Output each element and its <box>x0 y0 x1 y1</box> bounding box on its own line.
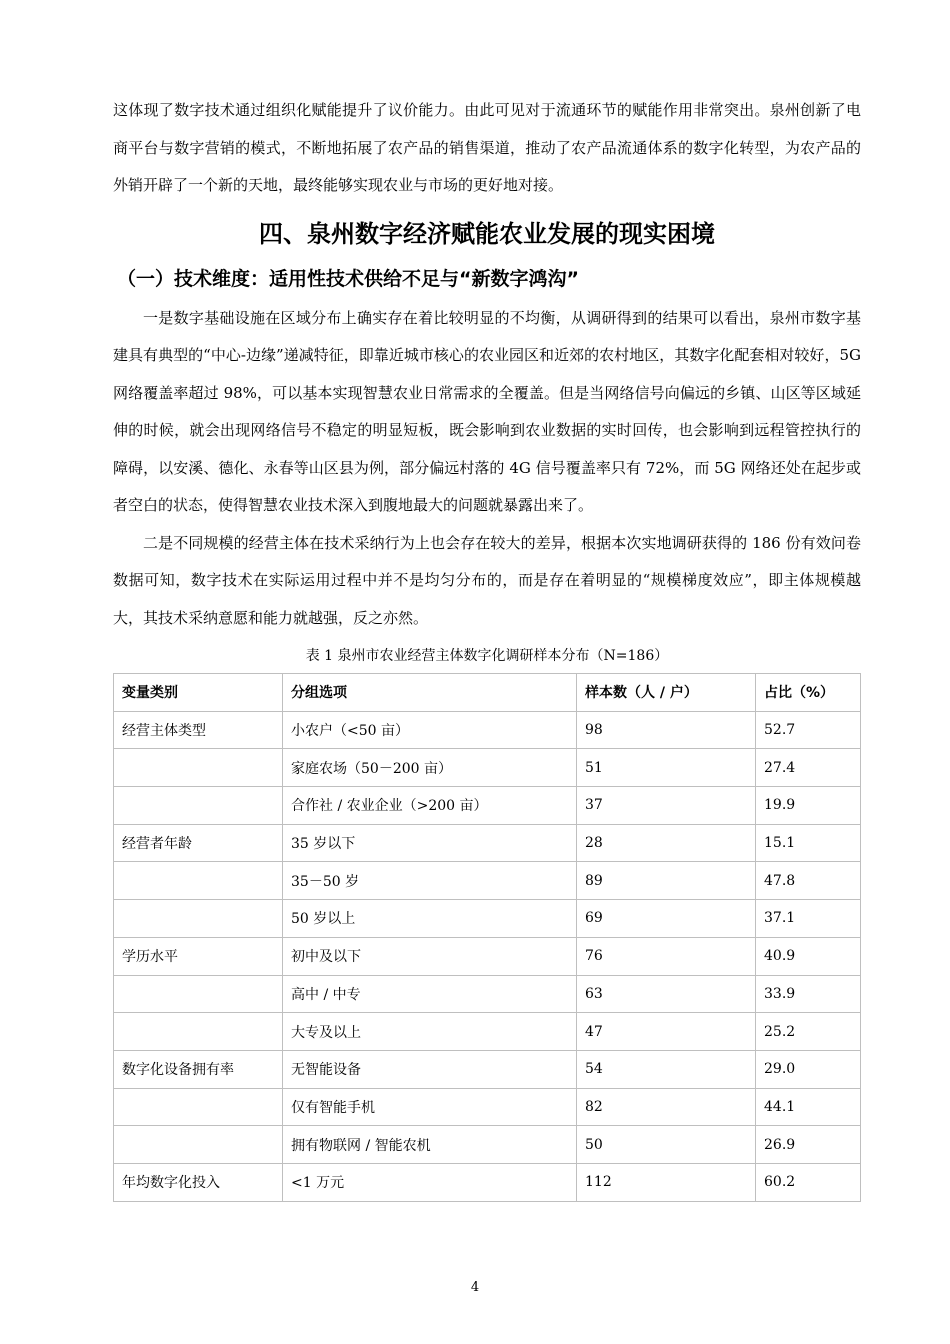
sample-count-cell: 69 <box>577 900 756 938</box>
table-header-row <box>114 674 861 712</box>
group-option-cell: 小农户（<50 亩） <box>283 711 577 749</box>
variable-category-cell <box>114 900 283 938</box>
group-option-cell: 仅有智能手机 <box>283 1088 577 1126</box>
subsection-title: （一）技术维度：适用性技术供给不足与“新数字鸿沟” <box>117 267 579 290</box>
percentage-cell: 37.1 <box>756 900 861 938</box>
section-title: 四、泉州数字经济赋能农业发展的现实困境 <box>259 219 715 248</box>
header-variable-category: 变量类别 <box>114 674 283 712</box>
table-row <box>114 900 861 938</box>
variable-category-cell <box>114 975 283 1013</box>
table-row <box>114 1163 861 1201</box>
table-row <box>114 824 861 862</box>
percentage-cell: 47.8 <box>756 862 861 900</box>
group-option-cell: <1 万元 <box>283 1163 577 1201</box>
percentage-cell: 25.2 <box>756 1013 861 1051</box>
header-group-option: 分组选项 <box>283 674 577 712</box>
group-option-cell: 大专及以上 <box>283 1013 577 1051</box>
survey-sample-table <box>113 673 861 1202</box>
percentage-cell: 60.2 <box>756 1163 861 1201</box>
header-percentage: 占比（%） <box>756 674 861 712</box>
percentage-cell: 15.1 <box>756 824 861 862</box>
group-option-cell: 50 岁以上 <box>283 900 577 938</box>
table-caption: 表 1 泉州市农业经营主体数字化调研样本分布（N=186） <box>305 648 669 664</box>
body-paragraph-1: 一是数字基础设施在区域分布上确实存在着比较明显的不均衡，从调研得到的结果可以看出，泉州市数字基建具有典型的“中心-边缘”递减特征，即靠近城市核心的农业园区和近郊的农村地区，其数字化配套相对较好，5G 网络覆盖率超过 98%，可以基本实现智慧农业日常需求的全覆盖。但是当网络信号向偏远的乡镇、山区等区域延伸的时候，就会出现网络信号不稳定的明显短板，既会影响到农业数据的实时回传，也会影响到远程管控执行的障碍，以安溪、德化、永春等山区县为例，部分偏远村落的 4G 信号覆盖率只有 72%，而 5G 网络还处在起步或者空白的状态，使得智慧农业技术深入到腹地最大的问题就暴露出来了。 <box>113 308 861 514</box>
group-option-cell: 高中 / 中专 <box>283 975 577 1013</box>
sample-count-cell: 51 <box>577 749 756 787</box>
sample-count-cell: 54 <box>577 1050 756 1088</box>
percentage-cell: 33.9 <box>756 975 861 1013</box>
table-row <box>114 1013 861 1051</box>
variable-category-cell <box>114 787 283 825</box>
sample-count-cell: 98 <box>577 711 756 749</box>
percentage-cell: 29.0 <box>756 1050 861 1088</box>
percentage-cell: 27.4 <box>756 749 861 787</box>
variable-category-cell <box>114 1088 283 1126</box>
variable-category-cell: 学历水平 <box>114 937 283 975</box>
table-row <box>114 862 861 900</box>
variable-category-cell: 数字化设备拥有率 <box>114 1050 283 1088</box>
group-option-cell: 无智能设备 <box>283 1050 577 1088</box>
group-option-cell: 35－50 岁 <box>283 862 577 900</box>
table-row <box>114 1126 861 1164</box>
percentage-cell: 52.7 <box>756 711 861 749</box>
document-page <box>113 92 861 1202</box>
percentage-cell: 26.9 <box>756 1126 861 1164</box>
header-sample-count: 样本数（人 / 户） <box>577 674 756 712</box>
sample-count-cell: 89 <box>577 862 756 900</box>
variable-category-cell: 经营主体类型 <box>114 711 283 749</box>
group-option-cell: 35 岁以下 <box>283 824 577 862</box>
group-option-cell: 家庭农场（50－200 亩） <box>283 749 577 787</box>
variable-category-cell: 经营者年龄 <box>114 824 283 862</box>
variable-category-cell <box>114 862 283 900</box>
sample-count-cell: 47 <box>577 1013 756 1051</box>
variable-category-cell <box>114 749 283 787</box>
group-option-cell: 初中及以下 <box>283 937 577 975</box>
sample-count-cell: 28 <box>577 824 756 862</box>
sample-count-cell: 50 <box>577 1126 756 1164</box>
table-row <box>114 711 861 749</box>
percentage-cell: 44.1 <box>756 1088 861 1126</box>
variable-category-cell: 年均数字化投入 <box>114 1163 283 1201</box>
percentage-cell: 40.9 <box>756 937 861 975</box>
sample-count-cell: 63 <box>577 975 756 1013</box>
sample-count-cell: 76 <box>577 937 756 975</box>
intro-paragraph: 这体现了数字技术通过组织化赋能提升了议价能力。由此可见对于流通环节的赋能作用非常突出。泉州创新了电商平台与数字营销的模式，不断地拓展了农产品的销售渠道，推动了农产品流通体系的数字化转型，为农产品的外销开辟了一个新的天地，最终能够实现农业与市场的更好地对接。 <box>113 101 861 194</box>
percentage-cell: 19.9 <box>756 787 861 825</box>
table-row <box>114 1088 861 1126</box>
body-paragraph-2: 二是不同规模的经营主体在技术采纳行为上也会存在较大的差异，根据本次实地调研获得的 186 份有效问卷数据可知，数字技术在实际运用过程中并不是均匀分布的，而是存在着明显的“规模梯度效应”，即主体规模越大，其技术采纳意愿和能力就越强，反之亦然。 <box>113 533 861 627</box>
table-row <box>114 975 861 1013</box>
group-option-cell: 合作社 / 农业企业（>200 亩） <box>283 787 577 825</box>
table-row <box>114 937 861 975</box>
page-number: 4 <box>470 1280 480 1295</box>
table-row <box>114 1050 861 1088</box>
table-row <box>114 787 861 825</box>
table-row <box>114 749 861 787</box>
variable-category-cell <box>114 1013 283 1051</box>
variable-category-cell <box>114 1126 283 1164</box>
sample-count-cell: 37 <box>577 787 756 825</box>
sample-count-cell: 112 <box>577 1163 756 1201</box>
table-body <box>114 711 861 1201</box>
sample-count-cell: 82 <box>577 1088 756 1126</box>
group-option-cell: 拥有物联网 / 智能农机 <box>283 1126 577 1164</box>
